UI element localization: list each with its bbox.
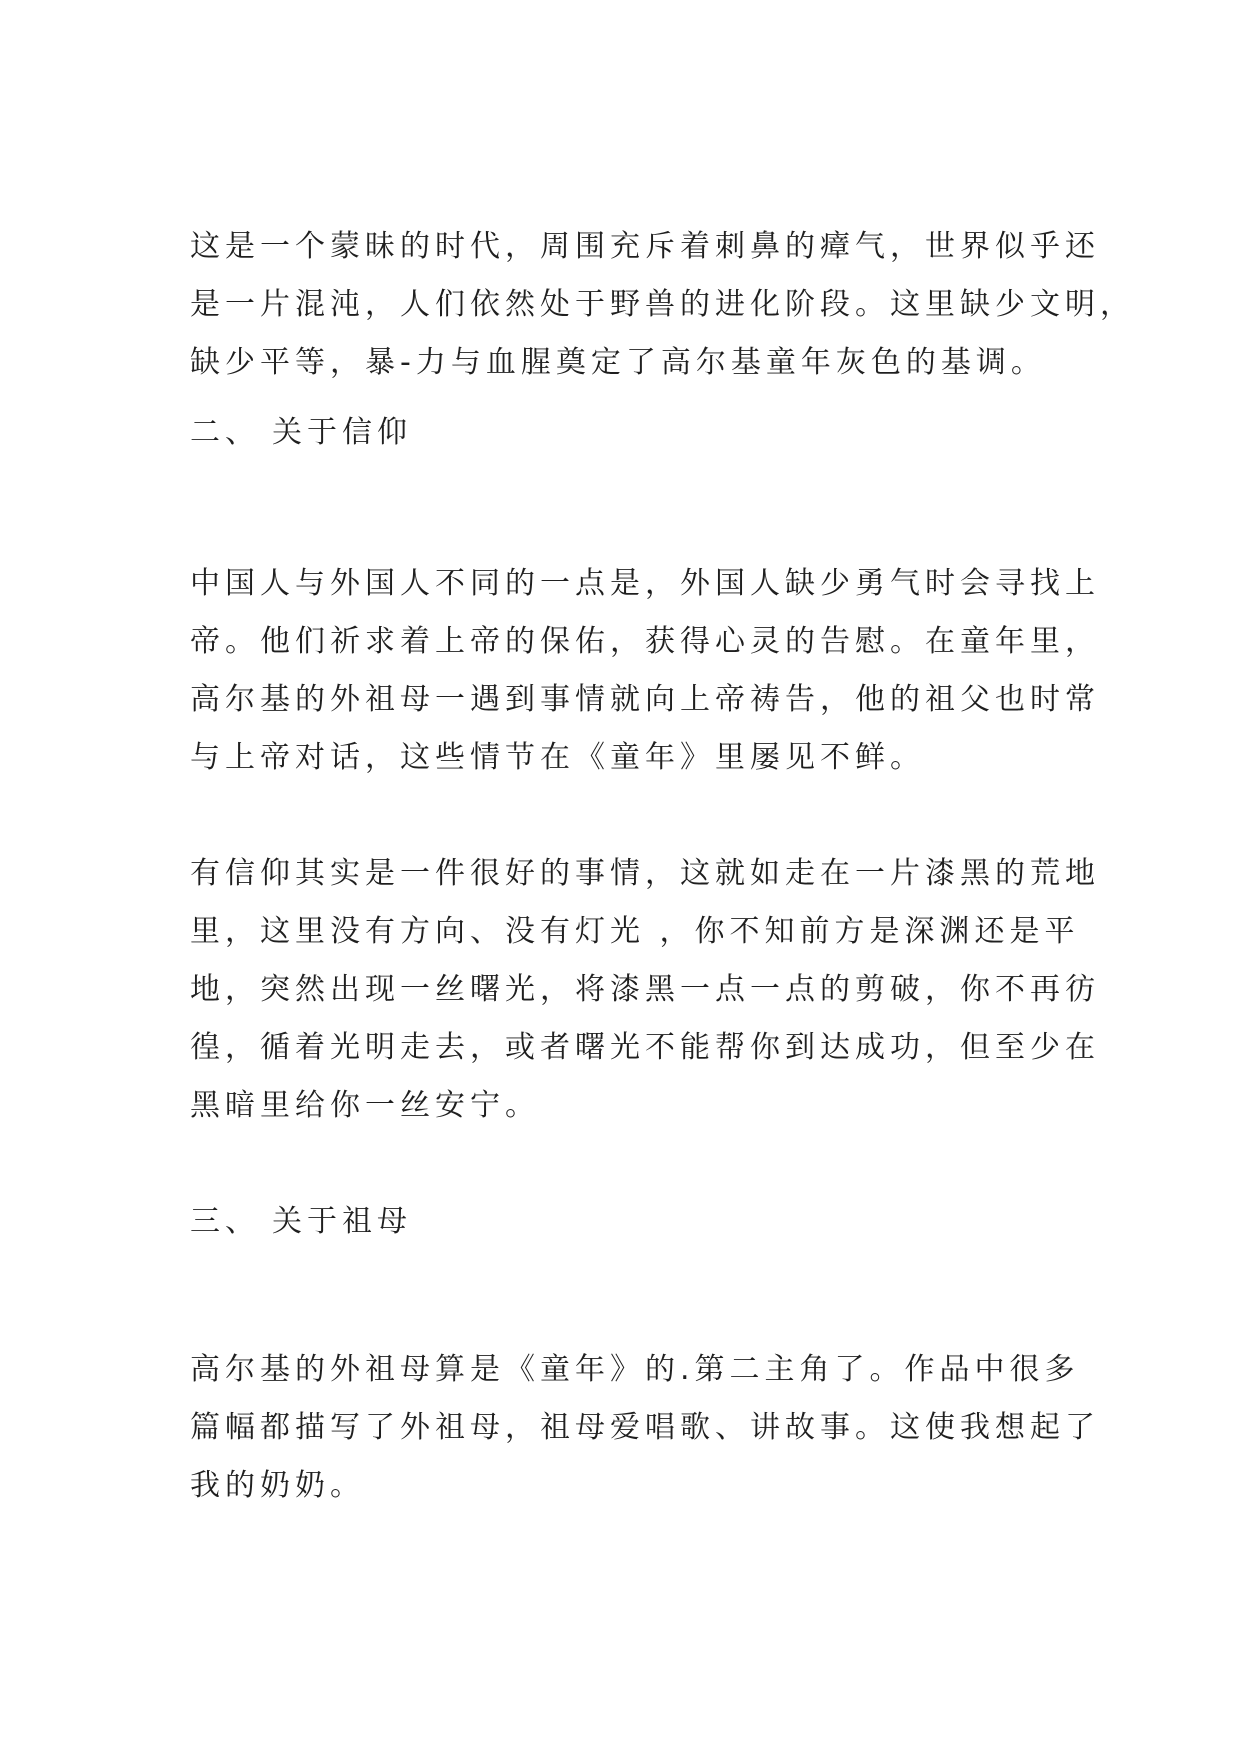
paragraph-grandmother <box>190 1341 1100 1515</box>
section-title: 关于祖母 <box>272 1204 412 1239</box>
text-line: 里，这里没有方向、没有灯光 ，你不知前方是深渊还是平 <box>190 914 1080 949</box>
text-line: 与上帝对话，这些情节在《童年》里屡见不鲜。 <box>190 740 925 775</box>
section-heading-faith <box>190 404 412 462</box>
paragraph-god <box>190 555 1100 787</box>
text-line: 黑暗里给你一丝安宁。 <box>190 1088 540 1123</box>
text-line: 是一片混沌，人们依然处于野兽的进化阶段。这里缺少文明， <box>190 287 1135 322</box>
text-line: 篇幅都描写了外祖母，祖母爱唱歌、讲故事。这使我想起了 <box>190 1410 1100 1445</box>
section-number: 三、 <box>190 1204 260 1239</box>
text-line: 这是一个蒙昧的时代，周围充斥着刺鼻的瘴气，世界似乎还 <box>190 229 1100 264</box>
text-line: 高尔基的外祖母一遇到事情就向上帝祷告，他的祖父也时常 <box>190 682 1100 717</box>
text-line: 有信仰其实是一件很好的事情，这就如走在一片漆黑的荒地 <box>190 856 1100 891</box>
text-line: 中国人与外国人不同的一点是，外国人缺少勇气时会寻找上 <box>190 566 1100 601</box>
text-line: 我的奶奶。 <box>190 1468 365 1503</box>
text-line: 高尔基的外祖母算是《童年》的.第二主角了。作品中很多 <box>190 1352 1080 1387</box>
paragraph-belief <box>190 845 1100 1135</box>
section-heading-grandmother <box>190 1193 412 1251</box>
text-line: 地，突然出现一丝曙光，将漆黑一点一点的剪破，你不再彷 <box>190 972 1100 1007</box>
text-line: 徨，循着光明走去，或者曙光不能帮你到达成功，但至少在 <box>190 1030 1100 1065</box>
section-title: 关于信仰 <box>272 415 412 450</box>
paragraph-era <box>190 218 1135 392</box>
text-line: 帝。他们祈求着上帝的保佑，获得心灵的告慰。在童年里， <box>190 624 1100 659</box>
text-line: 缺少平等，暴-力与血腥奠定了高尔基童年灰色的基调。 <box>190 345 1046 380</box>
section-number: 二、 <box>190 415 260 450</box>
